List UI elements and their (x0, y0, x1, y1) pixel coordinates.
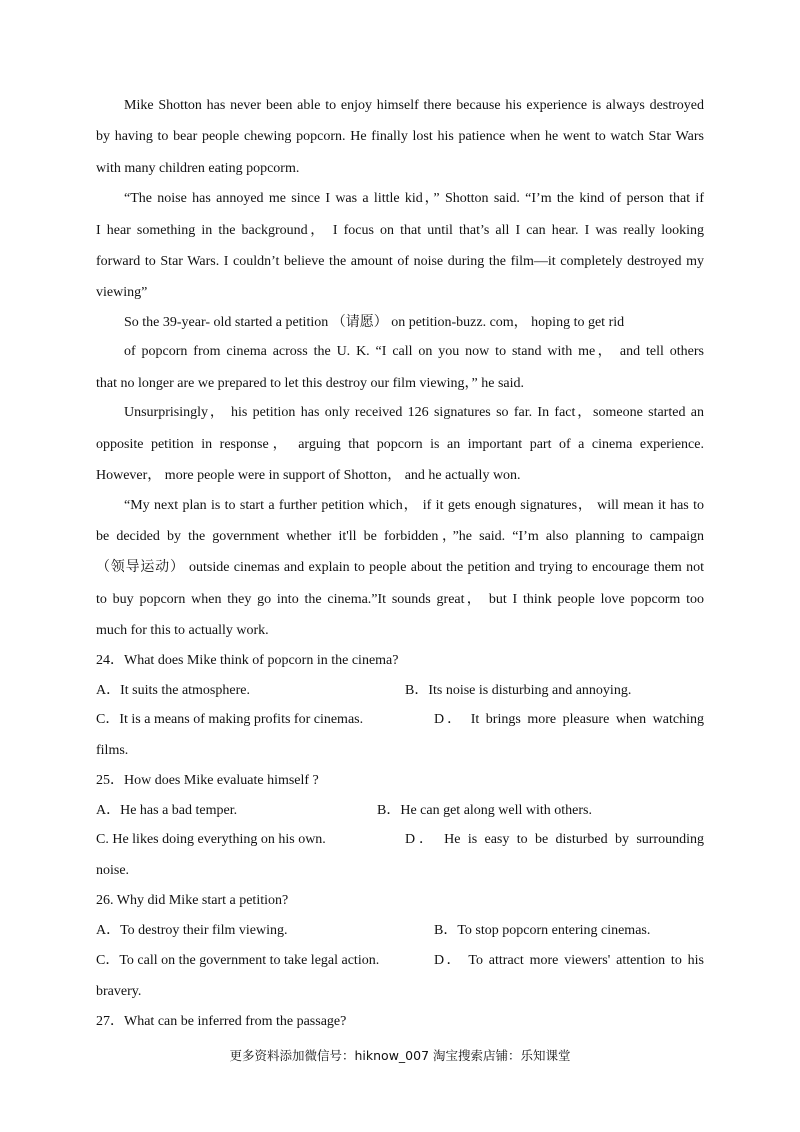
passage-line: with many children eating popcorm. (96, 161, 300, 176)
question-25-option-d-continued: noise. (96, 863, 130, 878)
passage-line: “The noise has annoyed me since I was a little kid，” Shotton said. “I’m the kind of person that if (124, 191, 704, 206)
question-26-option-a: A．To destroy their film viewing. (96, 923, 288, 938)
passage-line: However， more people were in support of Shotton， and he actually won. (96, 468, 521, 483)
passage-line: opposite petition in response， arguing that popcorn is an important part of a cinema experience. (96, 437, 704, 452)
passage-line: forward to Star Wars. I couldn’t believe the amount of noise during the film—it completely destroyed my (96, 254, 704, 269)
question-26-option-c: C．To call on the government to take legal action. (96, 953, 380, 968)
question-24-stem: 24．What does Mike think of popcorn in the cinema? (96, 653, 399, 668)
passage-line: of popcorn from cinema across the U. K. “I call on you now to stand with me， and tell others (124, 344, 704, 359)
passage-line: to buy popcorn when they go into the cinema.”It sounds great， but I think people love popcorm too (96, 592, 704, 607)
question-24-option-d-continued: films. (96, 743, 129, 758)
question-24-option-a: A．It suits the atmosphere. (96, 683, 250, 698)
passage-line: I hear something in the background， I focus on that until that’s all I can hear. I was really looking (96, 223, 704, 238)
page-footer: 更多资料添加微信号：hiknow_007 淘宝搜索店铺：乐知课堂 (229, 1048, 571, 1063)
passage-line: Unsurprisingly， his petition has only received 126 signatures so far. In fact，someone started an (124, 405, 704, 420)
passage-line: that no longer are we prepared to let this destroy our film viewing，” he said. (96, 376, 525, 391)
passage-line: viewing” (96, 285, 148, 300)
question-26-option-d: D． To attract more viewers' attention to his (434, 953, 704, 968)
question-24-option-c: C．It is a means of making profits for cinemas. (96, 712, 364, 727)
passage-line: So the 39-year- old started a petition （请愿） on petition-buzz. com， hoping to get rid (124, 315, 625, 330)
question-24-option-d: D． It brings more pleasure when watching (434, 712, 704, 727)
question-24-option-b: B．Its noise is disturbing and annoying. (405, 683, 632, 698)
question-26-option-b: B．To stop popcorn entering cinemas. (434, 923, 651, 938)
passage-line: much for this to actually work. (96, 623, 269, 638)
passage-line: by having to bear people chewing popcorn. He finally lost his patience when he went to watch Star Wars (96, 129, 704, 144)
question-25-stem: 25．How does Mike evaluate himself ? (96, 773, 319, 788)
question-25-option-b: B．He can get along well with others. (377, 803, 593, 818)
question-25-option-d: D． He is easy to be disturbed by surrounding (405, 832, 704, 847)
question-25-option-a: A．He has a bad temper. (96, 803, 238, 818)
passage-line: “My next plan is to start a further petition which， if it gets enough signatures， will mean it has to (124, 498, 704, 513)
passage-line: （领导运动） outside cinemas and explain to people about the petition and trying to encourage them not (96, 560, 704, 575)
question-26-option-d-continued: bravery. (96, 984, 142, 999)
question-26-stem: 26. Why did Mike start a petition? (96, 893, 289, 908)
passage-line: Mike Shotton has never been able to enjoy himself there because his experience is always destroyed (124, 98, 704, 113)
question-25-option-c: C. He likes doing everything on his own. (96, 832, 326, 847)
passage-line: be decided by the government whether it'll be forbidden，”he said. “I’m also planning to campaign (96, 529, 704, 544)
question-27-stem: 27．What can be inferred from the passage? (96, 1014, 347, 1029)
